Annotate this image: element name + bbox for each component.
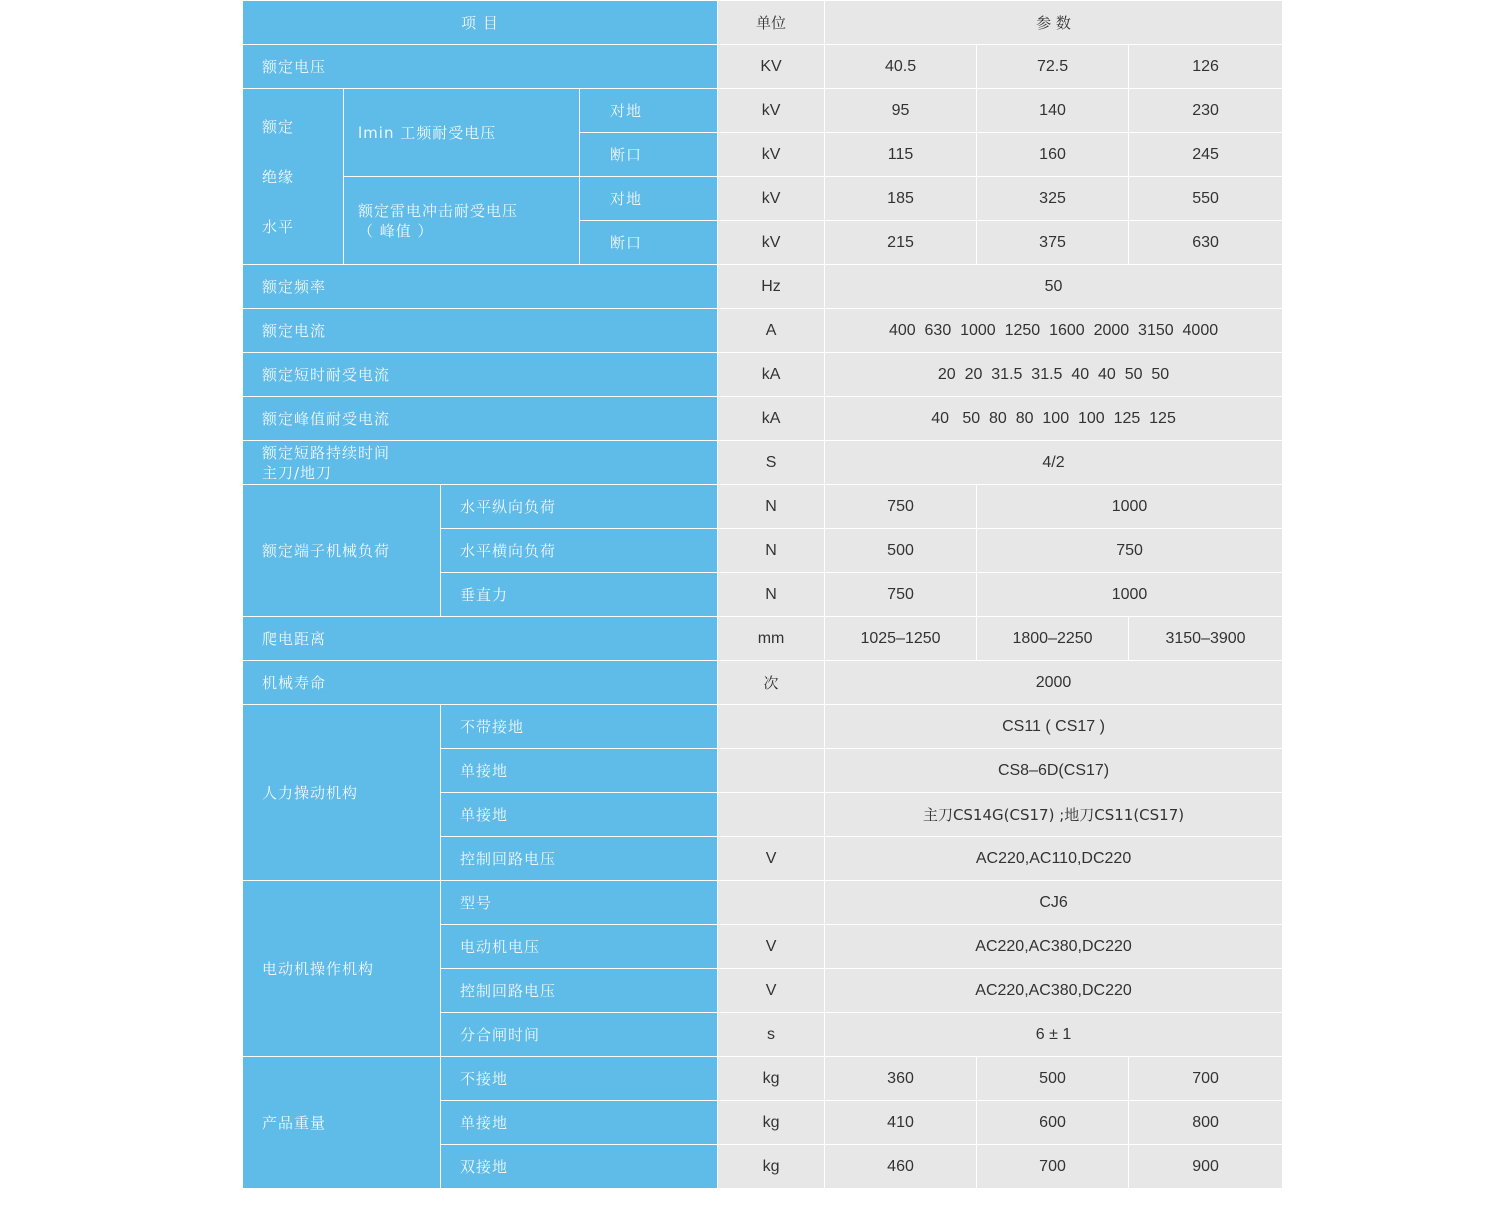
row-terminal-load <box>243 485 1283 529</box>
unit-cell: V <box>718 969 825 1013</box>
insulation-line: 水平 <box>262 217 295 236</box>
sub-label: 双接地 <box>441 1145 718 1189</box>
sub-label: 控制回路电压 <box>441 969 718 1013</box>
unit-cell: kV <box>718 133 825 177</box>
unit-cell: N <box>718 485 825 529</box>
unit-cell: Hz <box>718 265 825 309</box>
unit-cell: V <box>718 925 825 969</box>
value-cell: 50 <box>825 265 1283 309</box>
unit-cell: kV <box>718 89 825 133</box>
unit-cell: kg <box>718 1057 825 1101</box>
unit-cell: kV <box>718 221 825 265</box>
value-cell: 40 50 80 80 100 100 125 125 <box>825 397 1283 441</box>
value-cell: 1000 <box>977 485 1283 529</box>
label-manual-op: 人力操动机构 <box>243 705 441 881</box>
value-cell: 2000 <box>825 661 1283 705</box>
label-rated-current: 额定电流 <box>243 309 718 353</box>
unit-cell: kA <box>718 397 825 441</box>
value-cell: 72.5 <box>977 45 1129 89</box>
label-to-ground: 对地 <box>580 177 718 221</box>
sub-label: 单接地 <box>441 749 718 793</box>
value-cell: 主刀CS14G(CS17) ;地刀CS11(CS17) <box>825 793 1283 837</box>
unit-cell: KV <box>718 45 825 89</box>
value-cell: 95 <box>825 89 977 133</box>
label-rated-freq: 额定频率 <box>243 265 718 309</box>
unit-cell: 次 <box>718 661 825 705</box>
value-cell: 630 <box>1129 221 1283 265</box>
label-power-freq: lmin 工频耐受电压 <box>344 89 580 177</box>
label-creepage: 爬电距离 <box>243 617 718 661</box>
value-cell: 1025–1250 <box>825 617 977 661</box>
label-mech-life: 机械寿命 <box>243 661 718 705</box>
sub-label: 控制回路电压 <box>441 837 718 881</box>
sub-label: 水平纵向负荷 <box>441 485 718 529</box>
label-short-duration <box>243 441 718 485</box>
spec-table <box>242 0 1283 1189</box>
value-cell: 460 <box>825 1145 977 1189</box>
value-cell: 500 <box>977 1057 1129 1101</box>
value-cell: 900 <box>1129 1145 1283 1189</box>
label-to-ground: 对地 <box>580 89 718 133</box>
sub-label: 单接地 <box>441 1101 718 1145</box>
value-cell: 750 <box>825 573 977 617</box>
insulation-line: 绝缘 <box>262 167 295 186</box>
value-cell: 500 <box>825 529 977 573</box>
value-cell: 160 <box>977 133 1129 177</box>
value-cell: 800 <box>1129 1101 1283 1145</box>
unit-cell <box>718 705 825 749</box>
value-cell: 1800–2250 <box>977 617 1129 661</box>
label-across: 断口 <box>580 221 718 265</box>
value-cell: 550 <box>1129 177 1283 221</box>
label-short-time-current: 额定短时耐受电流 <box>243 353 718 397</box>
label-rated-voltage: 额定电压 <box>243 45 718 89</box>
unit-cell: kV <box>718 177 825 221</box>
sub-label: 不接地 <box>441 1057 718 1101</box>
lightning-line: 额定雷电冲击耐受电压 <box>358 201 519 220</box>
row-rated-current <box>243 309 1283 353</box>
row-rated-freq <box>243 265 1283 309</box>
value-cell: 215 <box>825 221 977 265</box>
value-cell: 750 <box>825 485 977 529</box>
unit-cell: A <box>718 309 825 353</box>
sub-label: 型号 <box>441 881 718 925</box>
value-cell: 360 <box>825 1057 977 1101</box>
value-cell: AC220,AC110,DC220 <box>825 837 1283 881</box>
label-across: 断口 <box>580 133 718 177</box>
value-cell: 3150–3900 <box>1129 617 1283 661</box>
header-row <box>243 1 1283 45</box>
row-mech-life <box>243 661 1283 705</box>
sub-label: 不带接地 <box>441 705 718 749</box>
row-manual-op <box>243 705 1283 749</box>
label-lightning <box>344 177 580 265</box>
value-cell: 245 <box>1129 133 1283 177</box>
unit-cell: S <box>718 441 825 485</box>
label-terminal-load: 额定端子机械负荷 <box>243 485 441 617</box>
unit-cell: kg <box>718 1101 825 1145</box>
sub-label: 水平横向负荷 <box>441 529 718 573</box>
row-peak-current <box>243 397 1283 441</box>
row-rated-voltage <box>243 45 1283 89</box>
header-params: 参 数 <box>825 1 1283 45</box>
short-duration-line: 主刀/地刀 <box>262 463 333 482</box>
value-cell: 20 20 31.5 31.5 40 40 50 50 <box>825 353 1283 397</box>
unit-cell: s <box>718 1013 825 1057</box>
lightning-line: （ 峰值 ） <box>358 221 434 240</box>
header-unit: 单位 <box>718 1 825 45</box>
value-cell: 750 <box>977 529 1283 573</box>
value-cell: 185 <box>825 177 977 221</box>
sub-label: 电动机电压 <box>441 925 718 969</box>
value-cell: 115 <box>825 133 977 177</box>
value-cell: 410 <box>825 1101 977 1145</box>
value-cell: AC220,AC380,DC220 <box>825 925 1283 969</box>
label-insulation-group <box>243 89 344 265</box>
row-motor-op <box>243 881 1283 925</box>
value-cell: 700 <box>977 1145 1129 1189</box>
insulation-line: 额定 <box>262 117 295 136</box>
row-lightning-ground <box>243 177 1283 221</box>
unit-cell: N <box>718 529 825 573</box>
value-cell: CS11 ( CS17 ) <box>825 705 1283 749</box>
short-duration-line: 额定短路持续时间 <box>262 443 391 462</box>
unit-cell <box>718 793 825 837</box>
row-short-duration <box>243 441 1283 485</box>
value-cell: CJ6 <box>825 881 1283 925</box>
value-cell: 325 <box>977 177 1129 221</box>
value-cell: 1000 <box>977 573 1283 617</box>
unit-cell <box>718 881 825 925</box>
label-weight: 产品重量 <box>243 1057 441 1189</box>
value-cell: 400 630 1000 1250 1600 2000 3150 4000 <box>825 309 1283 353</box>
value-cell: 126 <box>1129 45 1283 89</box>
sub-label: 垂直力 <box>441 573 718 617</box>
label-motor-op: 电动机操作机构 <box>243 881 441 1057</box>
value-cell: 700 <box>1129 1057 1283 1101</box>
row-short-time-current <box>243 353 1283 397</box>
label-peak-current: 额定峰值耐受电流 <box>243 397 718 441</box>
value-cell: 600 <box>977 1101 1129 1145</box>
value-cell: 375 <box>977 221 1129 265</box>
unit-cell <box>718 749 825 793</box>
value-cell: CS8–6D(CS17) <box>825 749 1283 793</box>
sub-label: 分合闸时间 <box>441 1013 718 1057</box>
unit-cell: V <box>718 837 825 881</box>
value-cell: 40.5 <box>825 45 977 89</box>
header-item: 项 目 <box>243 1 718 45</box>
unit-cell: kg <box>718 1145 825 1189</box>
row-weight <box>243 1057 1283 1101</box>
unit-cell: N <box>718 573 825 617</box>
value-cell: 230 <box>1129 89 1283 133</box>
row-creepage <box>243 617 1283 661</box>
unit-cell: mm <box>718 617 825 661</box>
value-cell: AC220,AC380,DC220 <box>825 969 1283 1013</box>
row-power-freq-ground <box>243 89 1283 133</box>
value-cell: 6 ± 1 <box>825 1013 1283 1057</box>
unit-cell: kA <box>718 353 825 397</box>
value-cell: 4/2 <box>825 441 1283 485</box>
value-cell: 140 <box>977 89 1129 133</box>
sub-label: 单接地 <box>441 793 718 837</box>
